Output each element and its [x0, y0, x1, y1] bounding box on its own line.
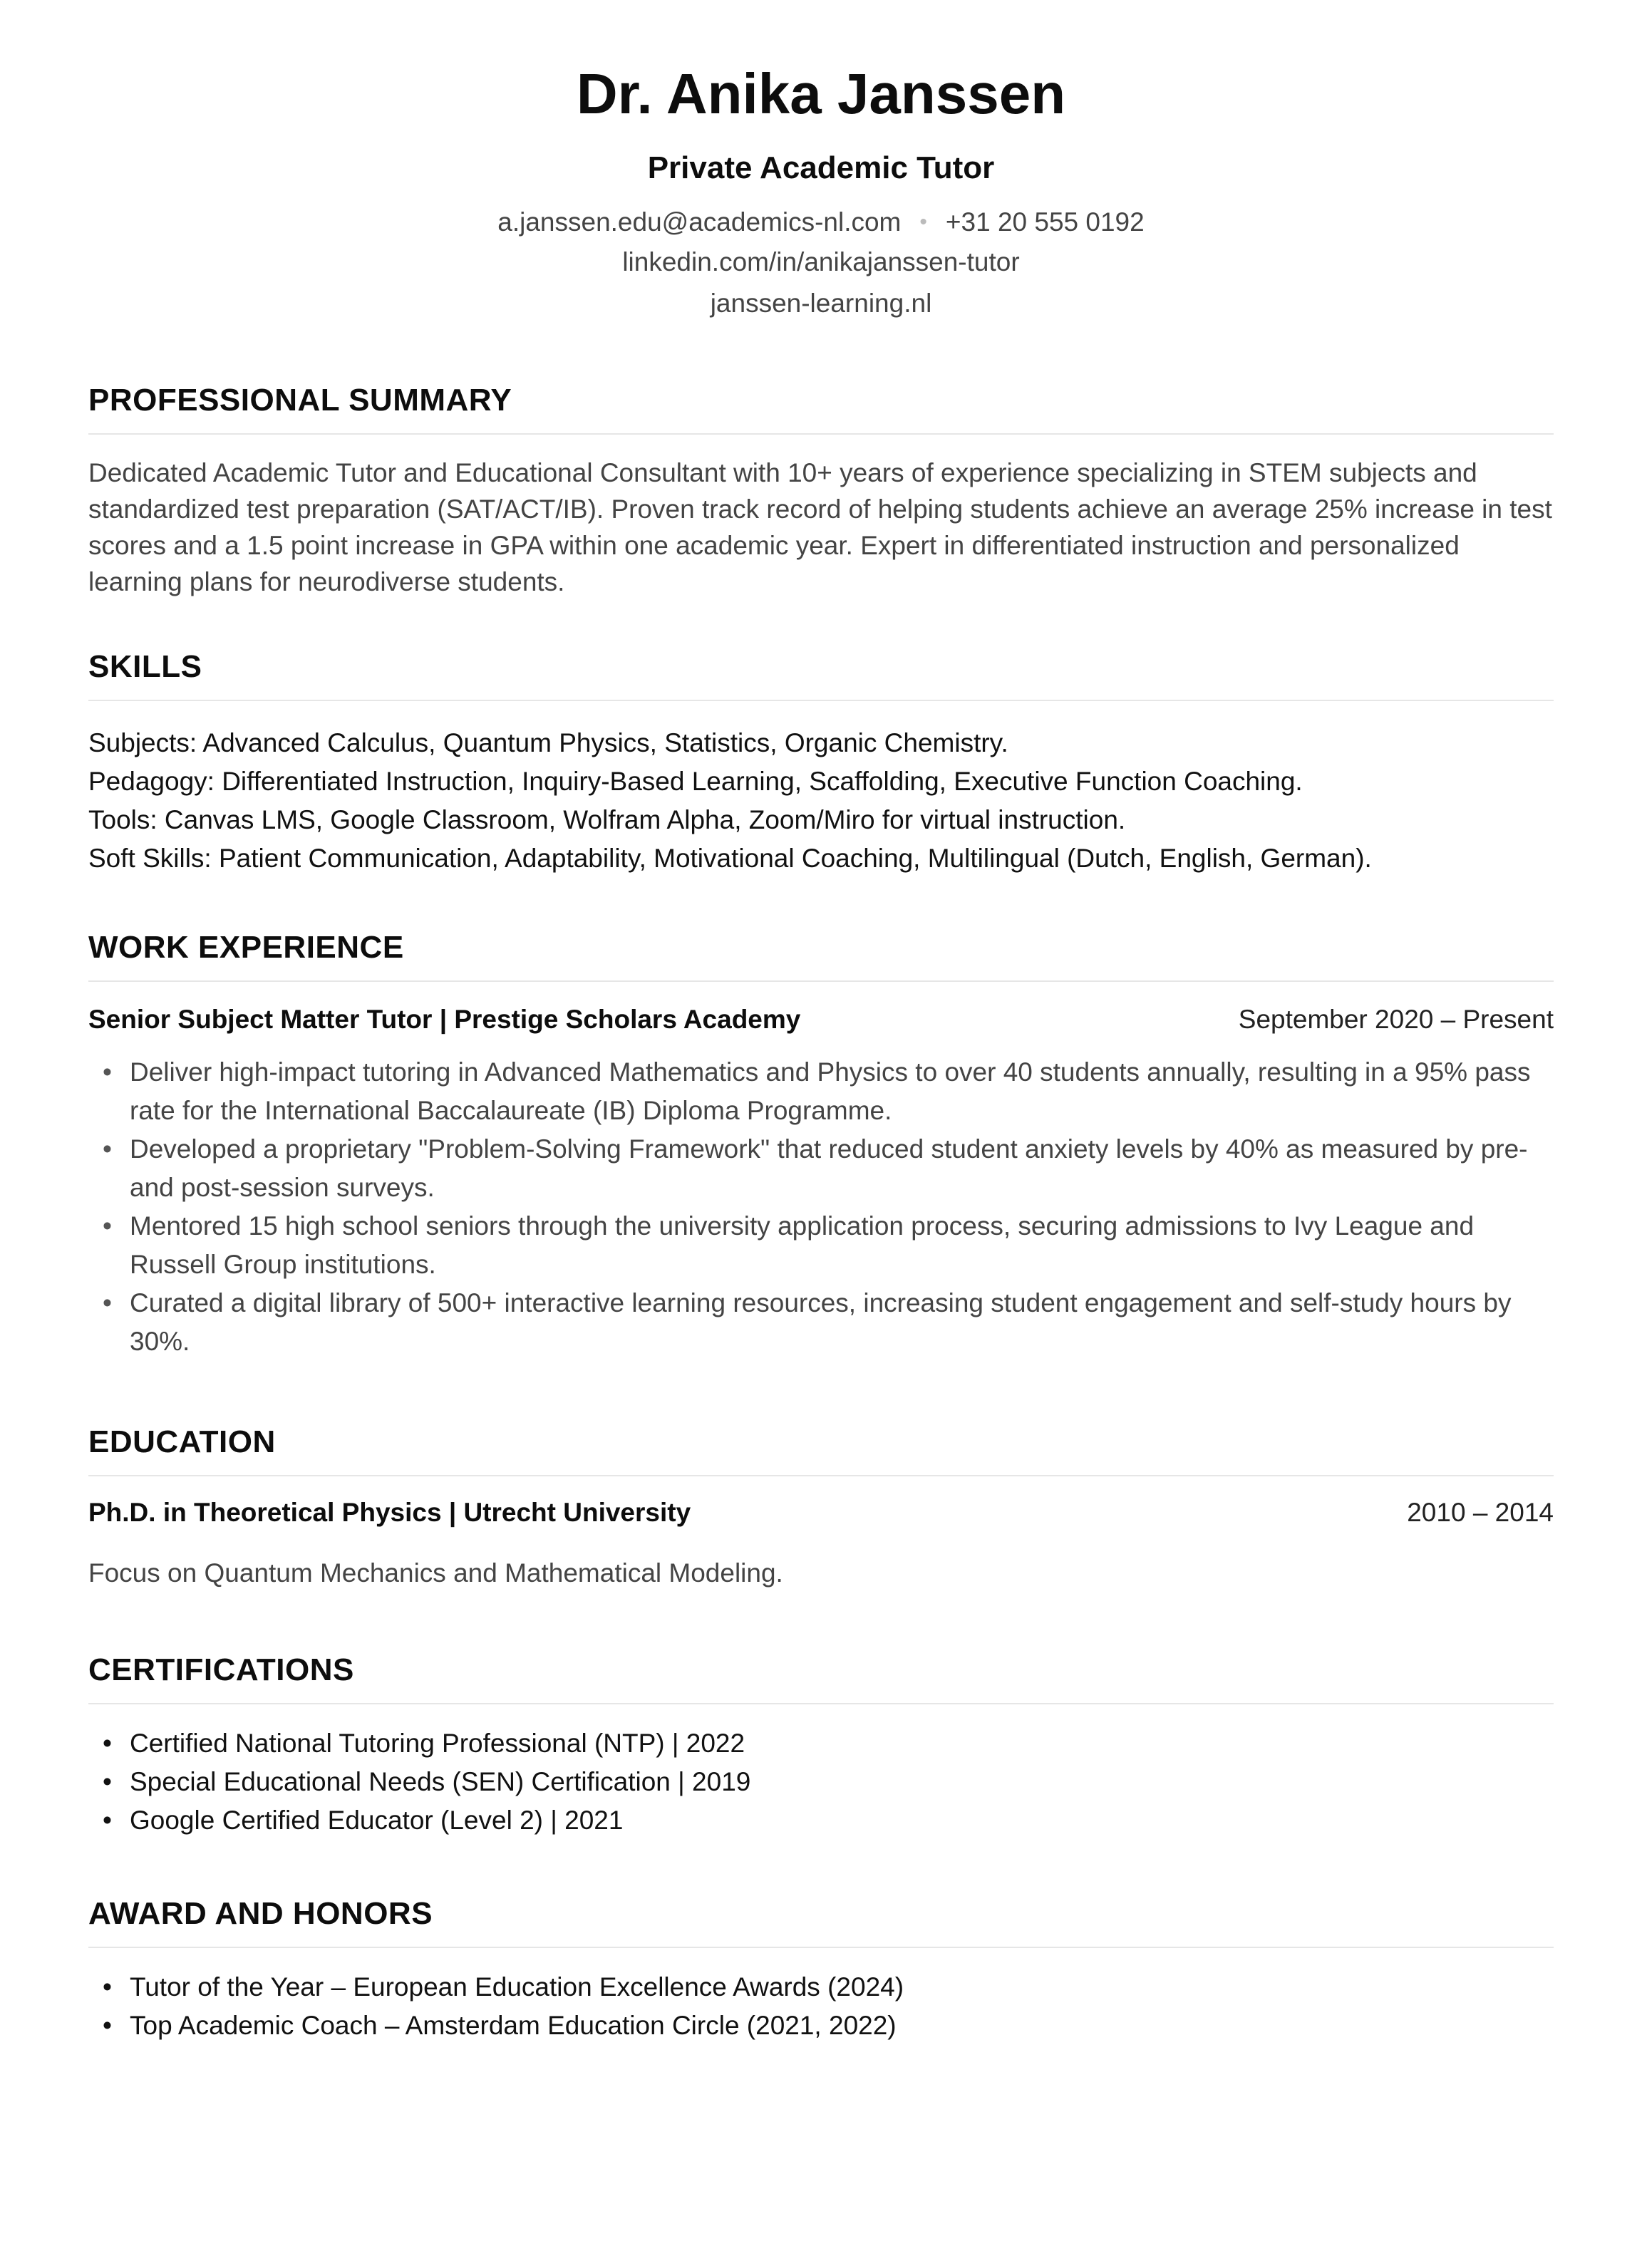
- section-title-certifications: CERTIFICATIONS: [88, 1652, 354, 1687]
- section-title-education: EDUCATION: [88, 1424, 276, 1459]
- section-education: [88, 1424, 1554, 1591]
- list-item: • Certified National Tutoring Professional (NTP) | 2022: [88, 1724, 1554, 1763]
- skill-line: Soft Skills: Patient Communication, Adaptability, Motivational Coaching, Multilingual (Dutch, English, German).: [88, 844, 1372, 873]
- list-item: • Mentored 15 high school seniors through the university application process, securing admissions to Ivy League and Russell Group institutions.: [88, 1207, 1554, 1284]
- section-certifications: [88, 1652, 1554, 1840]
- contact-website[interactable]: janssen-learning.nl: [710, 289, 932, 318]
- degree-title: Ph.D. in Theoretical Physics | Utrecht University: [88, 1498, 691, 1527]
- section-skills: [88, 648, 1554, 878]
- contact-linkedin[interactable]: linkedin.com/in/anikajanssen-tutor: [622, 247, 1020, 276]
- education-dates: 2010 – 2014: [1407, 1498, 1554, 1527]
- section-divider: [88, 433, 1554, 435]
- section-divider: [88, 700, 1554, 701]
- list-item: • Deliver high-impact tutoring in Advanced Mathematics and Physics to over 40 students annually, resulting in a 95% pass rate for the International Baccalaureate (IB) Diploma Programme.: [88, 1053, 1554, 1130]
- section-awards: [88, 1895, 1554, 2045]
- skill-line: Tools: Canvas LMS, Google Classroom, Wolfram Alpha, Zoom/Miro for virtual instruction.: [88, 805, 1126, 834]
- contact-email[interactable]: a.janssen.edu@academics-nl.com: [497, 207, 902, 237]
- section-divider: [88, 1947, 1554, 1948]
- awards-list: [88, 1968, 1554, 2045]
- job-entry-header: [88, 1003, 1554, 1036]
- job-dates: September 2020 – Present: [1238, 1005, 1554, 1034]
- section-title-skills: SKILLS: [88, 649, 202, 684]
- skills-list: [88, 724, 1554, 878]
- candidate-name: Dr. Anika Janssen: [576, 62, 1066, 125]
- section-title-experience: WORK EXPERIENCE: [88, 930, 404, 965]
- list-item: • Special Educational Needs (SEN) Certification | 2019: [88, 1763, 1554, 1801]
- contact-phone[interactable]: +31 20 555 0192: [945, 207, 1145, 237]
- certifications-list: [88, 1724, 1554, 1840]
- section-title-summary: PROFESSIONAL SUMMARY: [88, 383, 512, 418]
- list-item: • Tutor of the Year – European Education Excellence Awards (2024): [88, 1968, 1554, 2006]
- contact-line-primary: [88, 207, 1554, 240]
- candidate-headline: Private Academic Tutor: [647, 150, 995, 185]
- contact-separator: •: [919, 210, 927, 234]
- section-experience: [88, 929, 1554, 1361]
- summary-text: Dedicated Academic Tutor and Educational Consultant with 10+ years of experience specializing in STEM subjects and standardized test preparation (SAT/ACT/IB). Proven track record of helping students achieve an average 25% increase in test scores and a 1.5 point increase in GPA within one academic year. Expert in differentiated instruction and personalized learning plans for neurodiverse students.: [88, 458, 1552, 596]
- job-title: Senior Subject Matter Tutor | Prestige Scholars Academy: [88, 1005, 801, 1034]
- education-entry-header: [88, 1496, 1554, 1529]
- job-bullets: [88, 1053, 1554, 1361]
- section-divider: [88, 1475, 1554, 1476]
- section-divider: [88, 980, 1554, 982]
- section-divider: [88, 1703, 1554, 1704]
- section-summary: [88, 382, 1554, 600]
- section-title-awards: AWARD AND HONORS: [88, 1896, 433, 1931]
- list-item: • Curated a digital library of 500+ interactive learning resources, increasing student engagement and self-study hours by 30%.: [88, 1284, 1554, 1361]
- list-item: • Top Academic Coach – Amsterdam Education Circle (2021, 2022): [88, 2006, 1554, 2045]
- list-item: • Developed a proprietary "Problem-Solving Framework" that reduced student anxiety levels by 40% as measured by pre-and post-session surveys.: [88, 1130, 1554, 1207]
- education-note: Focus on Quantum Mechanics and Mathematical Modeling.: [88, 1558, 783, 1588]
- list-item: • Google Certified Educator (Level 2) | 2021: [88, 1801, 1554, 1840]
- skill-line: Subjects: Advanced Calculus, Quantum Physics, Statistics, Organic Chemistry.: [88, 728, 1008, 757]
- skill-line: Pedagogy: Differentiated Instruction, Inquiry-Based Learning, Scaffolding, Executive Function Coaching.: [88, 767, 1303, 796]
